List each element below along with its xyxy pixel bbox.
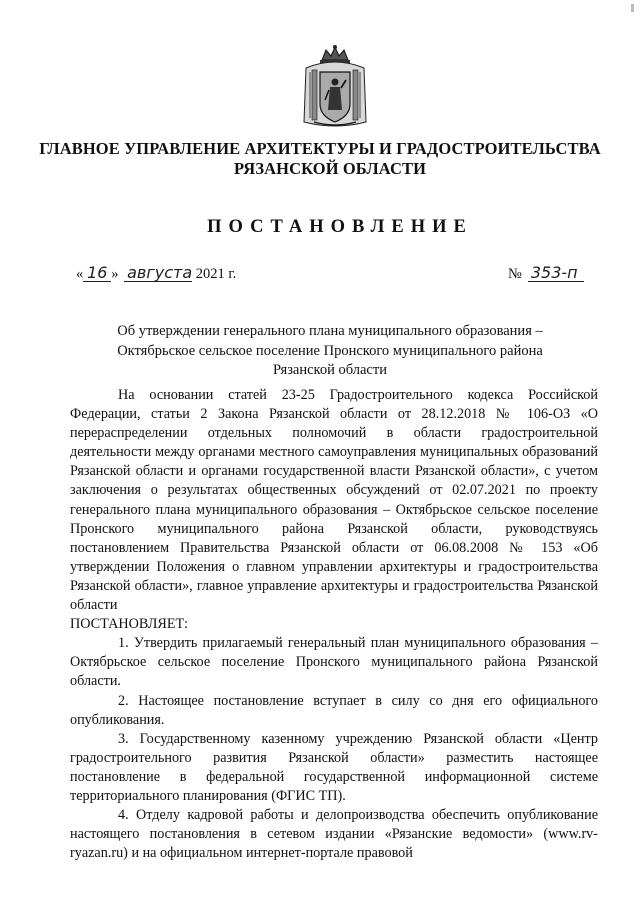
coat-of-arms-emblem	[300, 44, 370, 130]
date-open-quote: «	[76, 266, 84, 282]
resolves-heading: ПОСТАНОВЛЯЕТ:	[70, 616, 189, 633]
clause-1: 1. Утвердить прилагаемый генеральный план муниципального образования – Октябрьское сельское поселение Пронского муниципального района Рязанской области.	[70, 635, 598, 690]
clause-2: 2. Настоящее постановление вступает в силу со дня его официального опубликования.	[70, 692, 598, 728]
document-date	[76, 265, 236, 283]
clause-3: 3. Государственному казенному учреждению Рязанской области «Центр градостроительного развития Рязанской области» разместить настоящее постановление в федеральной государственной информационной системе территориального планирования (ФГИС ТП).	[70, 730, 598, 804]
organization-name-line1: ГЛАВНОЕ УПРАВЛЕНИЕ АРХИТЕКТУРЫ И ГРАДОСТРОИТЕЛЬСТВА	[39, 139, 601, 158]
number-handwritten: 353-п	[528, 265, 584, 282]
clause-4: 4. Отделу кадровой работы и делопроизводства обеспечить опубликование настоящего постановления в сетевом издании «Рязанские ведомости» (www.rv-ryazan.ru) и на официальном интернет-портале правовой	[70, 807, 598, 862]
subject-line2: Октябрьское сельское поселение Пронского муниципального района	[117, 342, 543, 359]
organization-name-line2: РЯЗАНСКОЙ ОБЛАСТИ	[233, 159, 427, 178]
preamble-paragraph: На основании статей 23-25 Градостроительного кодекса Российской Федерации, статьи 2 Закона Рязанской области от 28.12.2018 № 106-ОЗ «О перераспределении отдельных полномочий в области градостроительной деятельности между органами местного самоуправления муниципальных образований Рязанской области и органами государственной власти Рязанской области», с учетом заключения о результатах общественных обсуждений от 02.07.2021 по проекту генерального плана муниципального образования – Октябрьское сельское поселение Пронского муниципального района Рязанской области, руководствуясь постановлением Правительства Рязанской области от 06.08.2008 № 153 «Об утверждении Положения о главном управлении архитектуры и градостроительства Рязанской области», главное управление архитектуры и градостроительства Рязанской области	[70, 387, 598, 614]
number-sign: №	[508, 266, 522, 282]
date-close-quote: »	[111, 266, 119, 282]
date-day-handwritten: 16	[83, 265, 111, 282]
scan-artifact	[631, 4, 634, 12]
document-body	[70, 386, 598, 863]
date-year: 2021 г.	[195, 266, 237, 282]
document-number	[508, 265, 584, 283]
document-subject	[70, 322, 590, 381]
document-type-title: ПОСТАНОВЛЕНИЕ	[207, 217, 473, 237]
date-month-handwritten: августа	[124, 265, 192, 282]
subject-line3: Рязанской области	[273, 362, 387, 378]
subject-line1: Об утверждении генерального плана муниципального образования –	[117, 323, 543, 339]
